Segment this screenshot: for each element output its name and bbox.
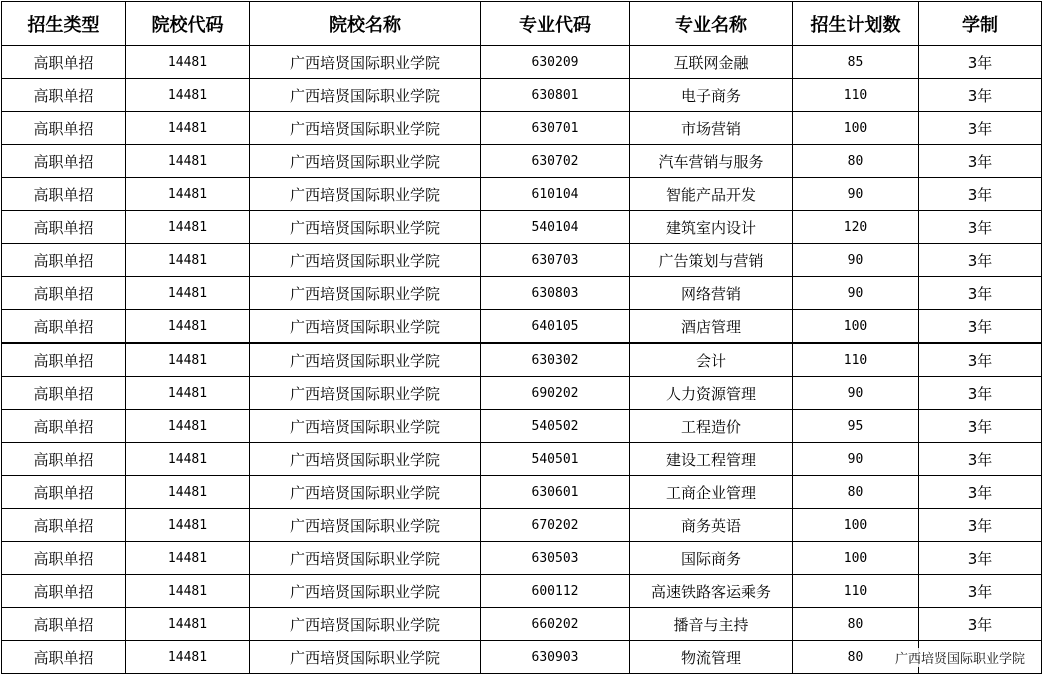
table-row bbox=[2, 277, 1042, 310]
enrollment-type-cell: 高职单招 bbox=[2, 79, 126, 112]
major-name-cell: 互联网金融 bbox=[630, 46, 793, 79]
plan-count-cell: 90 bbox=[793, 277, 919, 310]
duration-cell: 3年 bbox=[919, 608, 1042, 641]
major-name-cell: 物流管理 bbox=[630, 641, 793, 674]
enrollment-type-cell: 高职单招 bbox=[2, 410, 126, 443]
school-code-cell: 14481 bbox=[126, 410, 250, 443]
major-name-cell: 建筑室内设计 bbox=[630, 211, 793, 244]
plan-count-cell: 80 bbox=[793, 145, 919, 178]
major-code-cell: 540502 bbox=[481, 410, 630, 443]
major-code-cell: 540104 bbox=[481, 211, 630, 244]
header-school-code: 院校代码 bbox=[126, 2, 250, 46]
enrollment-type-cell: 高职单招 bbox=[2, 343, 126, 377]
enrollment-type-cell: 高职单招 bbox=[2, 112, 126, 145]
table-row bbox=[2, 377, 1042, 410]
watermark-text: 广西培贤国际职业学院 bbox=[893, 648, 1027, 667]
table-row bbox=[2, 476, 1042, 509]
school-code-cell: 14481 bbox=[126, 641, 250, 674]
duration-cell: 3年 bbox=[919, 509, 1042, 542]
major-name-cell: 人力资源管理 bbox=[630, 377, 793, 410]
major-name-cell: 建设工程管理 bbox=[630, 443, 793, 476]
table-row bbox=[2, 343, 1042, 377]
school-code-cell: 14481 bbox=[126, 509, 250, 542]
school-name-cell: 广西培贤国际职业学院 bbox=[250, 476, 481, 509]
school-code-cell: 14481 bbox=[126, 211, 250, 244]
major-name-cell: 会计 bbox=[630, 343, 793, 377]
school-code-cell: 14481 bbox=[126, 343, 250, 377]
header-row bbox=[2, 2, 1042, 46]
school-name-cell: 广西培贤国际职业学院 bbox=[250, 277, 481, 310]
school-code-cell: 14481 bbox=[126, 542, 250, 575]
major-name-cell: 高速铁路客运乘务 bbox=[630, 575, 793, 608]
table-row bbox=[2, 542, 1042, 575]
major-name-cell: 网络营销 bbox=[630, 277, 793, 310]
enrollment-type-cell: 高职单招 bbox=[2, 641, 126, 674]
enrollment-type-cell: 高职单招 bbox=[2, 542, 126, 575]
table-row bbox=[2, 112, 1042, 145]
enrollment-type-cell: 高职单招 bbox=[2, 443, 126, 476]
plan-count-cell: 100 bbox=[793, 310, 919, 344]
duration-cell: 3年 bbox=[919, 244, 1042, 277]
school-name-cell: 广西培贤国际职业学院 bbox=[250, 310, 481, 344]
duration-cell: 3年 bbox=[919, 79, 1042, 112]
plan-count-cell: 120 bbox=[793, 211, 919, 244]
table-row bbox=[2, 641, 1042, 674]
major-code-cell: 630209 bbox=[481, 46, 630, 79]
duration-cell: 3年 bbox=[919, 377, 1042, 410]
plan-count-cell: 90 bbox=[793, 178, 919, 211]
duration-cell: 3年 bbox=[919, 46, 1042, 79]
school-name-cell: 广西培贤国际职业学院 bbox=[250, 377, 481, 410]
enrollment-type-cell: 高职单招 bbox=[2, 244, 126, 277]
major-code-cell: 660202 bbox=[481, 608, 630, 641]
school-code-cell: 14481 bbox=[126, 145, 250, 178]
school-name-cell: 广西培贤国际职业学院 bbox=[250, 509, 481, 542]
school-code-cell: 14481 bbox=[126, 112, 250, 145]
plan-count-cell: 85 bbox=[793, 46, 919, 79]
duration-cell: 3年 bbox=[919, 145, 1042, 178]
duration-cell: 3年 bbox=[919, 211, 1042, 244]
school-code-cell: 14481 bbox=[126, 310, 250, 344]
plan-count-cell: 90 bbox=[793, 377, 919, 410]
major-code-cell: 540501 bbox=[481, 443, 630, 476]
school-code-cell: 14481 bbox=[126, 79, 250, 112]
duration-cell: 3年 bbox=[919, 542, 1042, 575]
plan-count-cell: 110 bbox=[793, 575, 919, 608]
table-row bbox=[2, 244, 1042, 277]
enrollment-plan-table bbox=[1, 1, 1042, 674]
enrollment-type-cell: 高职单招 bbox=[2, 476, 126, 509]
duration-cell: 3年 bbox=[919, 178, 1042, 211]
school-code-cell: 14481 bbox=[126, 277, 250, 310]
school-code-cell: 14481 bbox=[126, 178, 250, 211]
major-code-cell: 600112 bbox=[481, 575, 630, 608]
school-code-cell: 14481 bbox=[126, 608, 250, 641]
header-plan-count: 招生计划数 bbox=[793, 2, 919, 46]
major-name-cell: 酒店管理 bbox=[630, 310, 793, 344]
school-name-cell: 广西培贤国际职业学院 bbox=[250, 145, 481, 178]
plan-count-cell: 100 bbox=[793, 112, 919, 145]
major-code-cell: 640105 bbox=[481, 310, 630, 344]
school-name-cell: 广西培贤国际职业学院 bbox=[250, 575, 481, 608]
major-code-cell: 630601 bbox=[481, 476, 630, 509]
school-name-cell: 广西培贤国际职业学院 bbox=[250, 443, 481, 476]
major-code-cell: 630801 bbox=[481, 79, 630, 112]
duration-cell: 3年 bbox=[919, 277, 1042, 310]
duration-cell: 3年 bbox=[919, 410, 1042, 443]
duration-cell: 3年 bbox=[919, 443, 1042, 476]
school-code-cell: 14481 bbox=[126, 46, 250, 79]
plan-count-cell: 100 bbox=[793, 509, 919, 542]
school-name-cell: 广西培贤国际职业学院 bbox=[250, 608, 481, 641]
enrollment-type-cell: 高职单招 bbox=[2, 509, 126, 542]
major-name-cell: 播音与主持 bbox=[630, 608, 793, 641]
school-code-cell: 14481 bbox=[126, 244, 250, 277]
duration-cell: 3年 bbox=[919, 476, 1042, 509]
school-name-cell: 广西培贤国际职业学院 bbox=[250, 79, 481, 112]
enrollment-type-cell: 高职单招 bbox=[2, 310, 126, 344]
enrollment-type-cell: 高职单招 bbox=[2, 211, 126, 244]
plan-count-cell: 80 bbox=[793, 641, 919, 674]
plan-count-cell: 90 bbox=[793, 443, 919, 476]
major-name-cell: 广告策划与营销 bbox=[630, 244, 793, 277]
table-row bbox=[2, 310, 1042, 344]
duration-cell: 3年 bbox=[919, 310, 1042, 344]
duration-cell: 3年 bbox=[919, 112, 1042, 145]
school-name-cell: 广西培贤国际职业学院 bbox=[250, 641, 481, 674]
school-name-cell: 广西培贤国际职业学院 bbox=[250, 178, 481, 211]
plan-count-cell: 90 bbox=[793, 244, 919, 277]
header-major-code: 专业代码 bbox=[481, 2, 630, 46]
major-code-cell: 630503 bbox=[481, 542, 630, 575]
table-row bbox=[2, 608, 1042, 641]
table-row bbox=[2, 145, 1042, 178]
major-name-cell: 智能产品开发 bbox=[630, 178, 793, 211]
major-name-cell: 国际商务 bbox=[630, 542, 793, 575]
school-code-cell: 14481 bbox=[126, 443, 250, 476]
table-row bbox=[2, 79, 1042, 112]
enrollment-type-cell: 高职单招 bbox=[2, 46, 126, 79]
table-row bbox=[2, 575, 1042, 608]
major-code-cell: 630701 bbox=[481, 112, 630, 145]
school-name-cell: 广西培贤国际职业学院 bbox=[250, 244, 481, 277]
school-name-cell: 广西培贤国际职业学院 bbox=[250, 211, 481, 244]
major-name-cell: 电子商务 bbox=[630, 79, 793, 112]
header-major-name: 专业名称 bbox=[630, 2, 793, 46]
enrollment-type-cell: 高职单招 bbox=[2, 608, 126, 641]
table-row bbox=[2, 443, 1042, 476]
plan-count-cell: 80 bbox=[793, 476, 919, 509]
school-name-cell: 广西培贤国际职业学院 bbox=[250, 112, 481, 145]
table-row bbox=[2, 509, 1042, 542]
table-row bbox=[2, 211, 1042, 244]
school-code-cell: 14481 bbox=[126, 575, 250, 608]
table-row bbox=[2, 178, 1042, 211]
plan-count-cell: 100 bbox=[793, 542, 919, 575]
major-code-cell: 610104 bbox=[481, 178, 630, 211]
school-code-cell: 14481 bbox=[126, 476, 250, 509]
school-code-cell: 14481 bbox=[126, 377, 250, 410]
enrollment-type-cell: 高职单招 bbox=[2, 575, 126, 608]
header-school-name: 院校名称 bbox=[250, 2, 481, 46]
school-name-cell: 广西培贤国际职业学院 bbox=[250, 410, 481, 443]
major-code-cell: 630703 bbox=[481, 244, 630, 277]
major-code-cell: 690202 bbox=[481, 377, 630, 410]
enrollment-type-cell: 高职单招 bbox=[2, 178, 126, 211]
school-name-cell: 广西培贤国际职业学院 bbox=[250, 46, 481, 79]
school-name-cell: 广西培贤国际职业学院 bbox=[250, 542, 481, 575]
plan-count-cell: 80 bbox=[793, 608, 919, 641]
duration-cell: 3年 bbox=[919, 575, 1042, 608]
header-enrollment-type: 招生类型 bbox=[2, 2, 126, 46]
school-name-cell: 广西培贤国际职业学院 bbox=[250, 343, 481, 377]
plan-count-cell: 95 bbox=[793, 410, 919, 443]
header-duration: 学制 bbox=[919, 2, 1042, 46]
enrollment-type-cell: 高职单招 bbox=[2, 277, 126, 310]
table-row bbox=[2, 46, 1042, 79]
plan-count-cell: 110 bbox=[793, 343, 919, 377]
major-name-cell: 工商企业管理 bbox=[630, 476, 793, 509]
table-row bbox=[2, 410, 1042, 443]
enrollment-type-cell: 高职单招 bbox=[2, 145, 126, 178]
major-name-cell: 汽车营销与服务 bbox=[630, 145, 793, 178]
major-code-cell: 670202 bbox=[481, 509, 630, 542]
duration-cell: 3年 bbox=[919, 343, 1042, 377]
enrollment-type-cell: 高职单招 bbox=[2, 377, 126, 410]
major-code-cell: 630302 bbox=[481, 343, 630, 377]
major-code-cell: 630702 bbox=[481, 145, 630, 178]
major-name-cell: 工程造价 bbox=[630, 410, 793, 443]
major-code-cell: 630803 bbox=[481, 277, 630, 310]
plan-count-cell: 110 bbox=[793, 79, 919, 112]
major-code-cell: 630903 bbox=[481, 641, 630, 674]
major-name-cell: 商务英语 bbox=[630, 509, 793, 542]
major-name-cell: 市场营销 bbox=[630, 112, 793, 145]
